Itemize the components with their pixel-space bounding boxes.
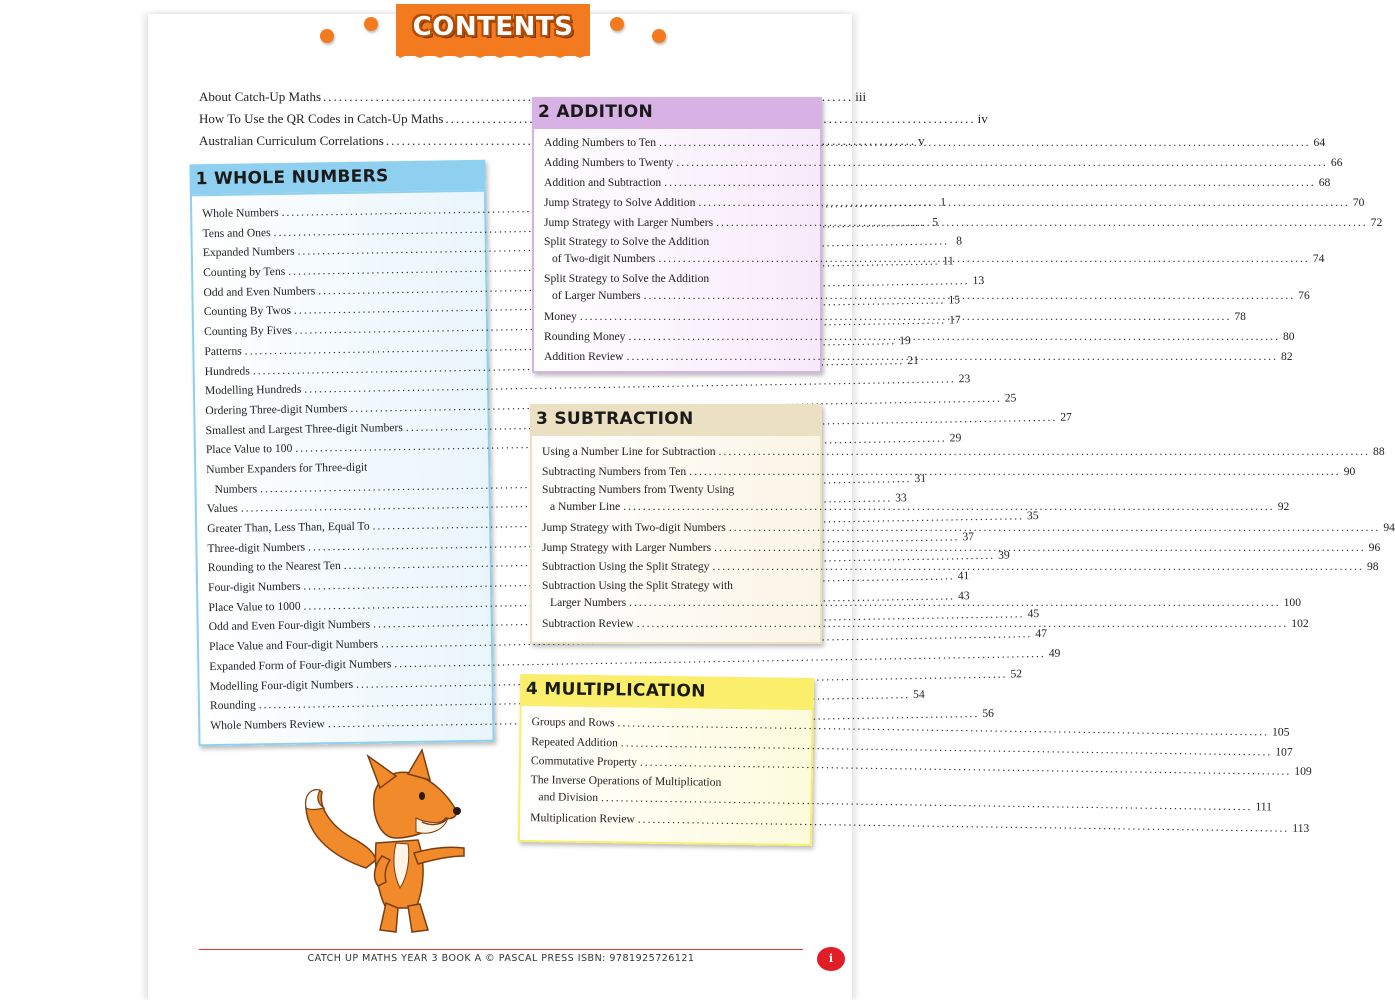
- entry-page: 39: [998, 548, 1010, 563]
- entry-title: Jump Strategy with Larger Numbers: [542, 540, 712, 554]
- entry-page: 98: [1366, 560, 1379, 573]
- entry-page: 13: [972, 273, 985, 287]
- page-number-badge: i: [817, 947, 845, 971]
- entry-title: Jump Strategy with Larger Numbers: [544, 216, 714, 229]
- entry-title: Multiplication Review: [530, 810, 635, 826]
- toc-entry[interactable]: [544, 213, 1383, 233]
- entry-title-continued: of Larger Numbers: [552, 289, 641, 302]
- fox-illustration: [296, 748, 486, 938]
- entry-title: Three-digit Numbers: [207, 540, 306, 555]
- entry-title: Rounding: [209, 698, 256, 713]
- entry-title: Expanded Numbers: [202, 245, 295, 260]
- entry-title: Money: [544, 310, 577, 323]
- entry-page: 74: [1312, 252, 1325, 265]
- entry-title: How To Use the QR Codes in Catch-Up Maths: [199, 111, 444, 126]
- dot-leader: [698, 193, 1350, 213]
- entry-title: Whole Numbers Review: [210, 717, 325, 732]
- dot-leader: [658, 250, 1310, 267]
- entry-title: Jump Strategy with Two-digit Numbers: [542, 521, 726, 534]
- entry-page: 90: [1343, 464, 1356, 478]
- entry-page: 43: [957, 588, 970, 603]
- entry-title: Hundreds: [204, 363, 250, 378]
- toc-entry[interactable]: [544, 133, 1326, 153]
- dot-leader: [712, 557, 1364, 577]
- toc-entry[interactable]: [544, 193, 1365, 213]
- entry-page: iii: [855, 89, 867, 104]
- entry-title: Repeated Addition: [531, 734, 618, 749]
- entry-page: 45: [1027, 607, 1040, 621]
- toc-entry[interactable]: [542, 442, 1385, 462]
- entry-title: Greater Than, Less Than, Equal To: [207, 519, 370, 536]
- entry-page: 66: [1330, 156, 1343, 169]
- page-title: CONTENTS: [396, 4, 590, 56]
- entry-title: Odd and Even Numbers: [203, 284, 316, 299]
- dot-leader: [714, 538, 1366, 558]
- entry-page: 33: [895, 491, 907, 505]
- entry-title: Subtraction Using the Split Strategy with: [542, 578, 733, 592]
- entry-page: 102: [1291, 616, 1309, 630]
- entry-title: Place Value to 100: [205, 442, 293, 457]
- footer-rule: [199, 949, 803, 950]
- entry-title: Whole Numbers: [202, 205, 279, 221]
- entry-title: Place Value to 1000: [208, 599, 301, 614]
- dot-leader: [644, 287, 1296, 304]
- entry-page: 107: [1275, 745, 1293, 759]
- entry-title: Smallest and Largest Three-digit Numbers: [205, 420, 403, 437]
- dot-leader: [689, 462, 1341, 482]
- entry-page: 68: [1318, 176, 1331, 189]
- banner-zigzag-edge: [396, 50, 590, 58]
- entry-title-continued: Numbers: [214, 481, 258, 496]
- entry-page: 8: [956, 234, 963, 248]
- entry-page: 88: [1373, 445, 1385, 458]
- entry-page: 76: [1298, 289, 1310, 302]
- entry-title: Rounding to the Nearest Ten: [207, 559, 341, 575]
- entry-title: Commutative Property: [530, 754, 638, 769]
- entry-page: 82: [1281, 350, 1293, 363]
- entry-page: 105: [1271, 725, 1290, 739]
- toc-entry[interactable]: [544, 153, 1343, 173]
- entry-second-line: [542, 498, 1289, 515]
- dot-leader: [729, 518, 1381, 538]
- entry-title: Modelling Four-digit Numbers: [209, 677, 354, 693]
- section-heading: 3 SUBTRACTION: [530, 404, 822, 434]
- entry-title: Jump Strategy to Solve Addition: [544, 196, 696, 209]
- entry-page: 78: [1234, 310, 1246, 323]
- entry-title: The Inverse Operations of Multiplication: [530, 772, 722, 789]
- dot-leader: [719, 442, 1371, 462]
- entry-page: 17: [949, 313, 961, 327]
- entry-page: 23: [958, 372, 971, 386]
- dot-leader: [623, 498, 1275, 515]
- entry-page: 27: [1060, 410, 1072, 424]
- entry-title: Adding Numbers to Twenty: [544, 156, 674, 169]
- entry-title: Subtracting Numbers from Ten: [542, 464, 687, 478]
- entry-title: Rounding Money: [544, 330, 626, 343]
- entry-page: 96: [1368, 540, 1381, 554]
- decorative-dot: [652, 29, 666, 43]
- entry-page: 5: [932, 215, 939, 229]
- entry-page: 52: [1010, 666, 1023, 681]
- entry-title: Split Strategy to Solve the Addition: [544, 235, 710, 248]
- entry-page: 111: [1255, 799, 1273, 813]
- entry-title: Four-digit Numbers: [207, 579, 301, 595]
- entry-title: About Catch-Up Maths: [199, 89, 322, 104]
- dot-leader: [659, 133, 1311, 153]
- entry-page: 1: [940, 195, 947, 209]
- dot-leader: [629, 594, 1281, 611]
- entry-page: 92: [1277, 500, 1290, 513]
- entry-title: Addition Review: [544, 350, 624, 363]
- entry-page: 25: [1004, 391, 1017, 405]
- entry-title-continued: of Two-digit Numbers: [552, 252, 656, 265]
- entry-page: 64: [1313, 136, 1326, 149]
- entry-page: 21: [907, 353, 919, 367]
- entry-title: Counting by Tens: [203, 264, 286, 280]
- entry-page: 70: [1352, 196, 1365, 209]
- dot-leader: [676, 153, 1328, 173]
- entry-title: Tens and Ones: [202, 225, 271, 240]
- entry-title: Expanded Form of Four-digit Numbers: [209, 657, 392, 673]
- entry-second-line: [542, 594, 1301, 611]
- entry-page: 11: [942, 254, 954, 268]
- dot-leader: [637, 614, 1289, 634]
- entry-title: Patterns: [204, 344, 242, 358]
- entry-page: 47: [1035, 627, 1048, 641]
- entry-page: 37: [962, 529, 975, 543]
- entry-title-continued: a Number Line: [550, 500, 621, 513]
- decorative-dot: [320, 29, 334, 43]
- dot-leader: [664, 173, 1316, 193]
- entry-title: Ordering Three-digit Numbers: [205, 401, 348, 418]
- entry-second-line: [544, 250, 1324, 267]
- entry-page: 31: [914, 471, 927, 485]
- entry-page: 100: [1283, 595, 1301, 609]
- entry-page: v: [918, 133, 925, 148]
- entry-page: 15: [948, 293, 961, 307]
- entry-title: Subtracting Numbers from Twenty Using: [542, 483, 735, 496]
- entry-title: Counting By Fives: [203, 323, 292, 339]
- entry-title: Using a Number Line for Subtraction: [542, 445, 716, 458]
- entry-page: 56: [982, 706, 994, 720]
- section-heading: 4 MULTIPLICATION: [520, 674, 814, 708]
- entry-title: Modelling Hundreds: [204, 382, 302, 398]
- entry-title: Values: [206, 501, 238, 516]
- toc-entry[interactable]: [530, 808, 1310, 835]
- entry-title: Groups and Rows: [531, 715, 615, 730]
- entry-title: Counting By Twos: [203, 304, 292, 319]
- entry-title: Number Expanders for Three-digit: [206, 460, 368, 477]
- entry-title: Addition and Subtraction: [544, 176, 662, 189]
- entry-title-continued: and Division: [538, 789, 599, 804]
- entry-title: Odd and Even Four-digit Numbers: [208, 618, 371, 634]
- entry-page: 35: [1026, 509, 1039, 523]
- entry-title: Split Strategy to Solve the Addition: [544, 272, 710, 285]
- entry-page: 54: [913, 688, 925, 702]
- decorative-dot: [364, 17, 378, 31]
- entry-page: 41: [957, 569, 970, 583]
- entry-title: Adding Numbers to Ten: [544, 136, 657, 149]
- dot-leader: [716, 213, 1368, 233]
- entry-page: 19: [899, 333, 911, 348]
- dot-leader: [628, 327, 1280, 347]
- entry-title: Subtraction Using the Split Strategy: [542, 560, 710, 573]
- entry-page: 113: [1292, 821, 1310, 835]
- entry-page: 49: [1048, 646, 1061, 660]
- toc-entry[interactable]: [544, 173, 1331, 193]
- entry-second-line: [544, 287, 1310, 304]
- dot-leader: [580, 307, 1232, 327]
- entry-page: 29: [949, 431, 962, 445]
- entry-page: 109: [1294, 764, 1312, 779]
- entry-page: iv: [977, 111, 988, 126]
- entry-title: Subtraction Review: [542, 616, 634, 630]
- intro-entry[interactable]: [199, 86, 867, 108]
- entry-title: Place Value and Four-digit Numbers: [208, 637, 379, 654]
- decorative-dot: [610, 17, 624, 31]
- entry-title-continued: Larger Numbers: [550, 595, 627, 609]
- dot-leader: [627, 347, 1279, 367]
- entry-title: Australian Curriculum Correlations: [199, 133, 384, 148]
- entry-page: 80: [1282, 330, 1295, 343]
- toc-entry[interactable]: [530, 771, 1273, 813]
- section-heading: 2 ADDITION: [532, 97, 822, 127]
- entry-page: 72: [1370, 216, 1383, 229]
- entry-page: 94: [1383, 521, 1395, 534]
- footer-text: CATCH UP MATHS YEAR 3 BOOK A © PASCAL PRESS ISBN: 9781925726121: [307, 953, 695, 964]
- section-heading: 1 WHOLE NUMBERS: [189, 160, 485, 195]
